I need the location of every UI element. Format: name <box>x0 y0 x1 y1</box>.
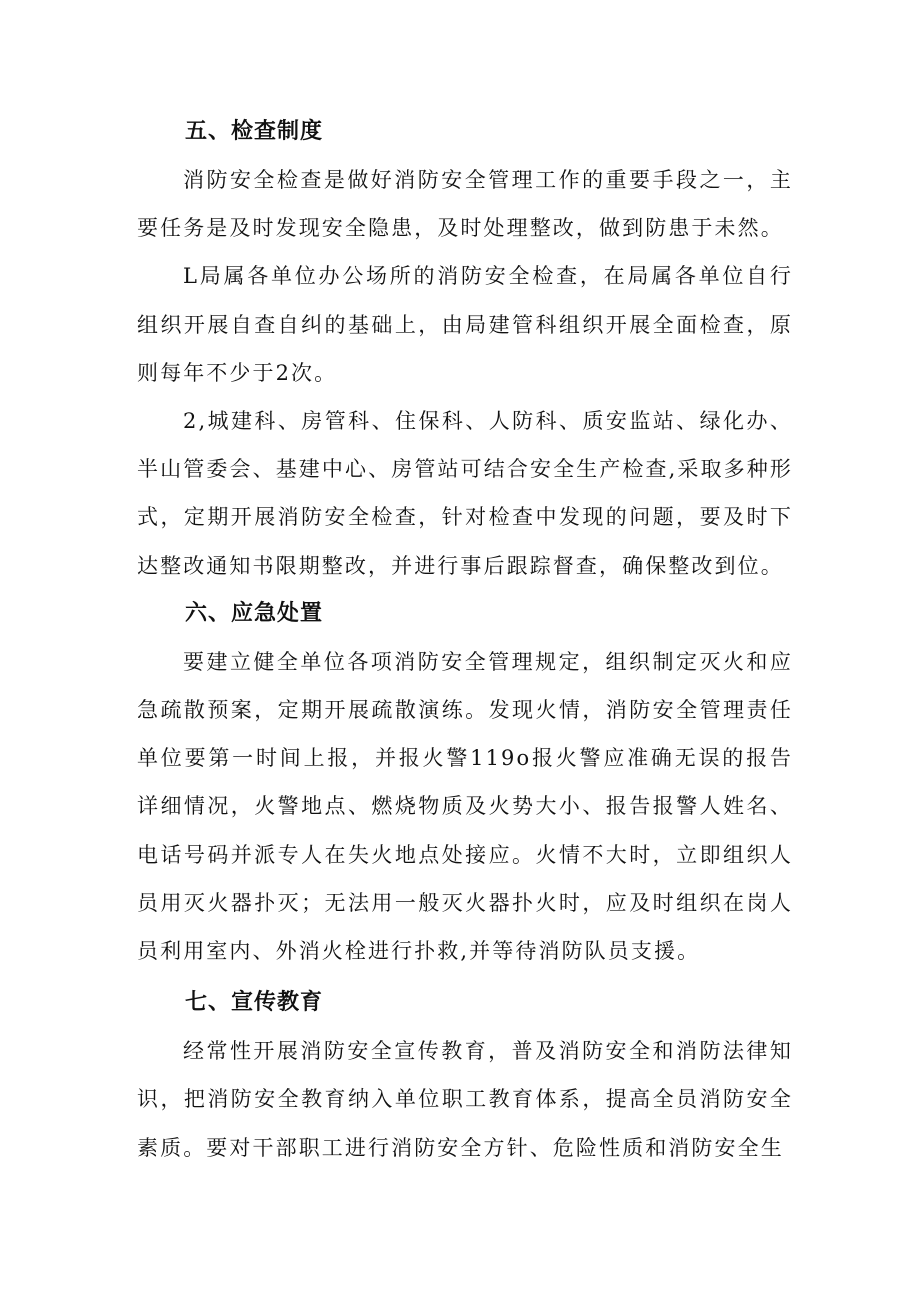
paragraph: 要建立健全单位各项消防安全管理规定，组织制定灭火和应急疏散预案，定期开展疏散演练。发现火情，消防安全管理责任单位要第一时间上报，并报火警119o报火警应准确无误的报告详细情况，火警地点、燃烧物质及火势大小、报告报警人姓名、电话号码并派专人在失火地点处接应。火情不大时，立即组织人员用灭火器扑灭；无法用一般灭火器扑火时，应及时组织在岗人员利用室内、外消火栓进行扑救,并等待消防队员支援。 <box>137 649 793 964</box>
paragraph: 消防安全检查是做好消防安全管理工作的重要手段之一，主要任务是及时发现安全隐患，及时处理整改，做到防患于未然。 <box>137 168 793 241</box>
paragraph: 经常性开展消防安全宣传教育，普及消防安全和消防法律知识，把消防安全教育纳入单位职工教育体系，提高全员消防安全素质。要对干部职工进行消防安全方针、危险性质和消防安全生 <box>137 1039 793 1160</box>
section-heading-inspection: 五、检查制度 <box>185 119 324 144</box>
section-heading-education: 七、宣传教育 <box>185 990 324 1016</box>
paragraph: L局属各单位办公场所的消防安全检查，在局属各单位自行组织开展自查自纠的基础上，由局建管科组织开展全面检查，原则每年不少于2次。 <box>137 264 793 385</box>
document-body <box>137 108 793 1172</box>
section-heading-emergency: 六、应急处置 <box>185 600 324 626</box>
paragraph: 2,城建科、房管科、住保科、人防科、质安监站、绿化办、半山管委会、基建中心、房管站可结合安全生产检查,采取多种形式，定期开展消防安全检查，针对检查中发现的问题，要及时下达整改通知书限期整改，并进行事后跟踪督查，确保整改到位。 <box>137 409 793 578</box>
